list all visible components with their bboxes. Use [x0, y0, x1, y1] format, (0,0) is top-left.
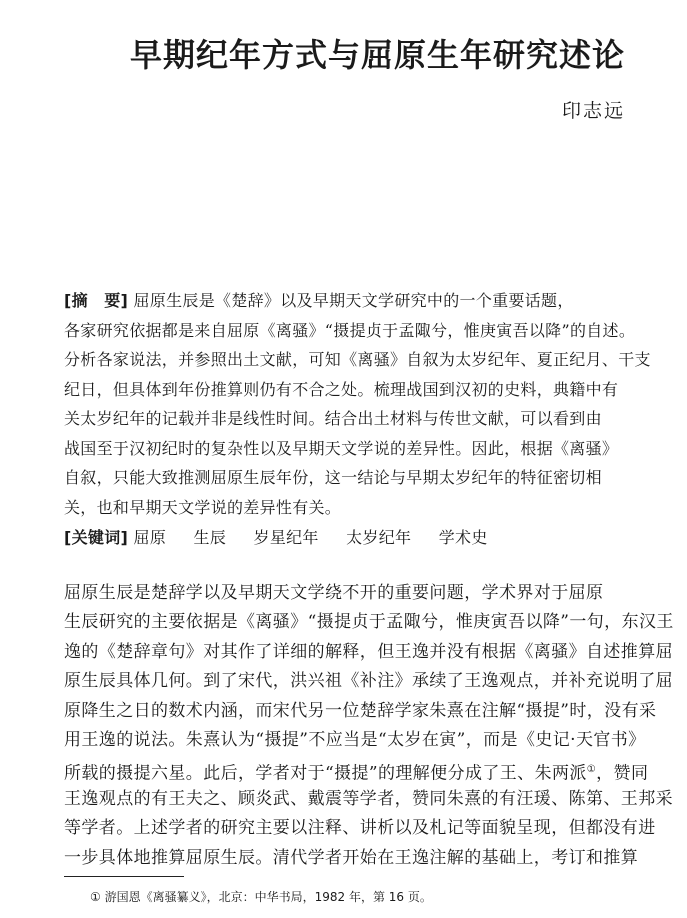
- body-line: 屈原生辰是楚辞学以及早期天文学绕不开的重要问题，学术界对于屈原: [64, 583, 604, 603]
- footnote-divider: [64, 876, 184, 877]
- body-line-tail: ，赞同: [596, 764, 649, 784]
- body-line: 等学者。上述学者的研究主要以注释、讲析以及札记等面貌呈现，但都没有进: [64, 818, 656, 839]
- keyword: 生辰: [193, 528, 227, 547]
- body-line: 一步具体地推算屈原生辰。清代学者开始在王逸注解的基础上，考订和推算: [64, 847, 639, 868]
- page-title: 早期纪年方式与屈原生年研究述论: [129, 36, 625, 74]
- body-line: [64, 755, 649, 784]
- abstract-line: 纪日，但具体到年份推算则仍有不合之处。梳理战国到汉初的史料，典籍中有: [64, 379, 619, 399]
- abstract-line: 关太岁纪年的记载并非是线性时间。结合出土材料与传世文献，可以看到由: [64, 409, 602, 428]
- abstract-line: 关，也和早期天文学说的差异性有关。: [64, 497, 342, 517]
- author-name: 印志远: [561, 100, 625, 122]
- footnote-text: 游国恩《离骚纂义》，北京：中华书局，1982 年，第 16 页。: [104, 890, 432, 904]
- keywords-line: [64, 523, 626, 553]
- keyword: 学术史: [438, 528, 488, 547]
- abstract-block: [64, 286, 651, 553]
- body-line-text: 所载的摄提六星。此后，学者对于“摄提”的理解便分成了王、朱两派: [64, 764, 587, 784]
- body-line: 用王逸的说法。朱熹认为“摄提”不应当是“太岁在寅”，而是《史记·天官书》: [64, 729, 646, 750]
- body-line: 王逸观点的有王夫之、顾炎武、戴震等学者，赞同朱熹的有汪瑗、陈第、王邦采: [64, 788, 673, 809]
- body-line: 生辰研究的主要依据是《离骚》“摄提贞于孟陬兮，惟庚寅吾以降”一句，东汉王: [64, 612, 674, 633]
- body-line: 逸的《楚辞章句》对其作了详细的解释，但王逸并没有根据《离骚》自述推算屈: [64, 641, 673, 662]
- footnote-mark: ①: [90, 890, 101, 904]
- footnote-ref[interactable]: ①: [586, 764, 597, 776]
- keyword: 太岁纪年: [346, 528, 412, 547]
- abstract-line: 各家研究依据都是来自屈原《离骚》“摄提贞于孟陬兮，惟庚寅吾以降”的自述。: [64, 320, 636, 340]
- body-line: 原降生之日的数术内涵，而宋代另一位楚辞学家朱熹在注解“摄提”时，没有采: [64, 700, 657, 721]
- body-text: [64, 579, 674, 873]
- keywords-label: [关键词]: [64, 528, 129, 547]
- keyword: 岁星纪年: [253, 528, 319, 547]
- abstract-line: 分析各家说法，并参照出土文献，可知《离骚》自叙为太岁纪年、夏正纪月、干支: [64, 350, 651, 369]
- footnote: [90, 888, 432, 905]
- abstract-line: 自叙，只能大致推测屈原生辰年份，这一结论与早期太岁纪年的特征密切相: [64, 468, 602, 487]
- body-line: 原生辰具体几何。到了宋代，洪兴祖《补注》承续了王逸观点，并补充说明了屈: [64, 671, 673, 692]
- abstract-line: [64, 286, 626, 316]
- abstract-text: 屈原生辰是《楚辞》以及早期天文学研究中的一个重要话题，: [133, 291, 574, 310]
- abstract-label: [摘 要]: [64, 291, 129, 310]
- keyword: 屈原: [133, 528, 167, 547]
- abstract-line: 战国至于汉初纪时的复杂性以及早期天文学说的差异性。因此，根据《离骚》: [64, 438, 619, 458]
